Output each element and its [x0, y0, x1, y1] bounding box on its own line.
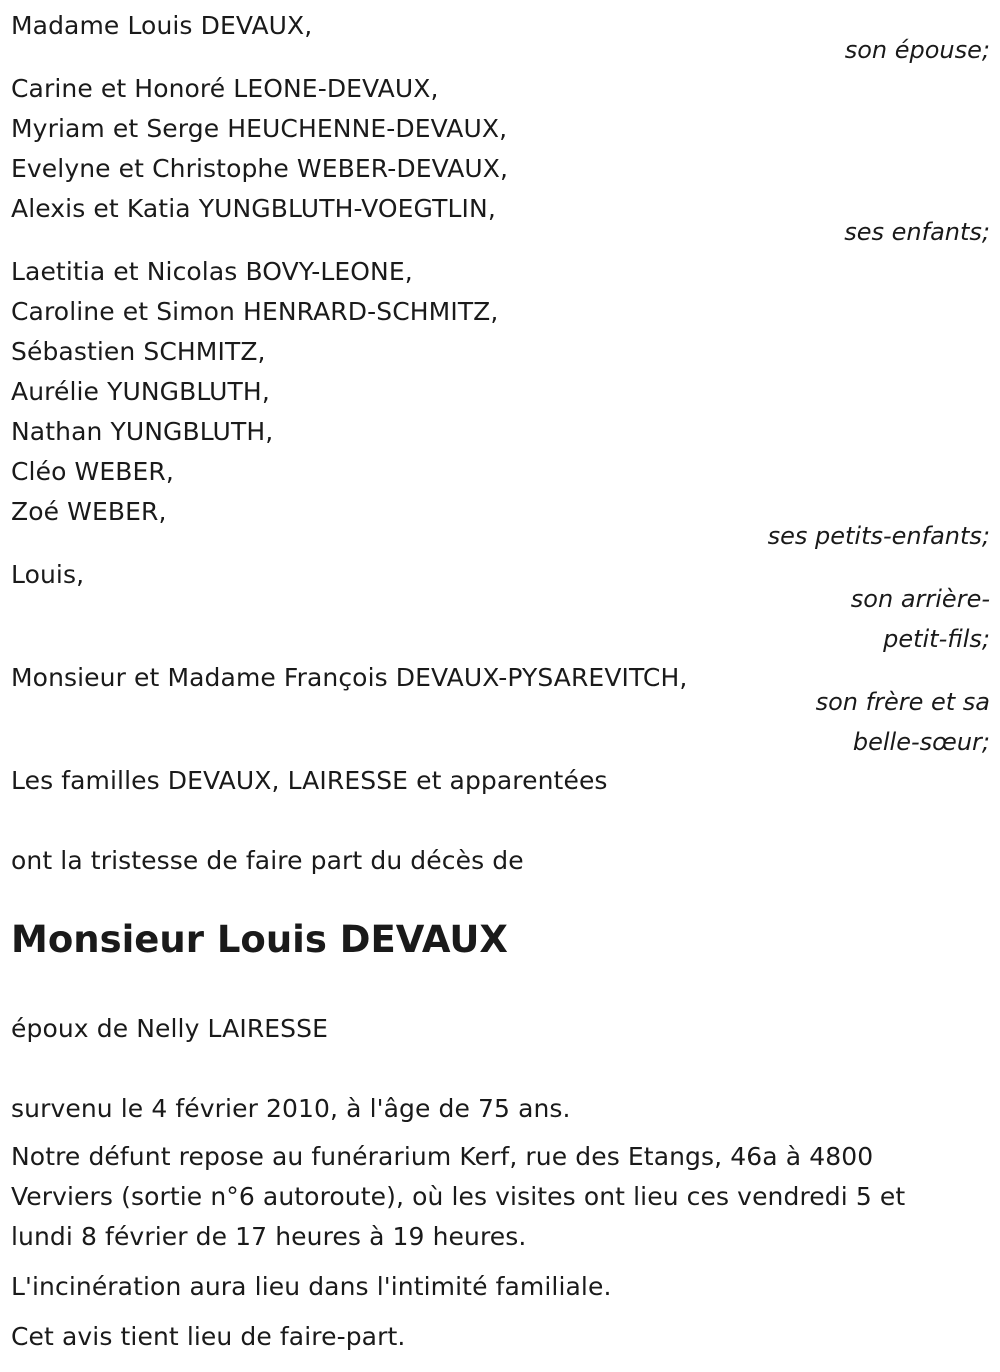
child-name: Alexis et Katia YUNGBLUTH-VOEGTLIN,: [11, 194, 496, 223]
children-role: ses enfants;: [844, 218, 990, 246]
grandchildren-role: ses petits-enfants;: [767, 522, 990, 550]
grandchild-name: Laetitia et Nicolas BOVY-LEONE,: [11, 257, 413, 286]
grandchild-name: Caroline et Simon HENRARD-SCHMITZ,: [11, 297, 499, 326]
repose-line: lundi 8 février de 17 heures à 19 heures.: [11, 1222, 527, 1251]
grandchild-name: Sébastien SCHMITZ,: [11, 337, 266, 366]
repose-line: Verviers (sortie n°6 autoroute), où les visites ont lieu ces vendredi 5 et: [11, 1182, 906, 1211]
announcement: ont la tristesse de faire part du décès de: [11, 846, 524, 875]
child-name: Carine et Honoré LEONE-DEVAUX,: [11, 74, 439, 103]
sibling-name: Monsieur et Madame François DEVAUX-PYSAREVITCH,: [11, 663, 688, 692]
grandchild-name: Aurélie YUNGBLUTH,: [11, 377, 270, 406]
grandchild-name: Cléo WEBER,: [11, 457, 174, 486]
repose-line: Notre défunt repose au funérarium Kerf, rue des Etangs, 46a à 4800: [11, 1142, 874, 1171]
notice-line: Cet avis tient lieu de faire-part.: [11, 1322, 406, 1351]
deceased-name: Monsieur Louis DEVAUX: [11, 918, 508, 961]
sibling-role: belle-sœur;: [852, 728, 990, 756]
wife-name: Madame Louis DEVAUX,: [11, 11, 313, 40]
sibling-role: son frère et sa: [815, 688, 990, 716]
families-line: Les familles DEVAUX, LAIRESSE et apparentées: [11, 766, 608, 795]
spouse-of: époux de Nelly LAIRESSE: [11, 1014, 329, 1043]
great-grandchild-role: son arrière-: [850, 585, 990, 613]
wife-role: son épouse;: [844, 36, 990, 64]
great-grandchild-role: petit-fils;: [883, 625, 990, 653]
great-grandchild-name: Louis,: [11, 560, 85, 589]
child-name: Myriam et Serge HEUCHENNE-DEVAUX,: [11, 114, 508, 143]
child-name: Evelyne et Christophe WEBER-DEVAUX,: [11, 154, 509, 183]
grandchild-name: Nathan YUNGBLUTH,: [11, 417, 274, 446]
death-info: survenu le 4 février 2010, à l'âge de 75 ans.: [11, 1094, 571, 1123]
incineration-info: L'incinération aura lieu dans l'intimité familiale.: [11, 1272, 612, 1301]
grandchild-name: Zoé WEBER,: [11, 497, 167, 526]
